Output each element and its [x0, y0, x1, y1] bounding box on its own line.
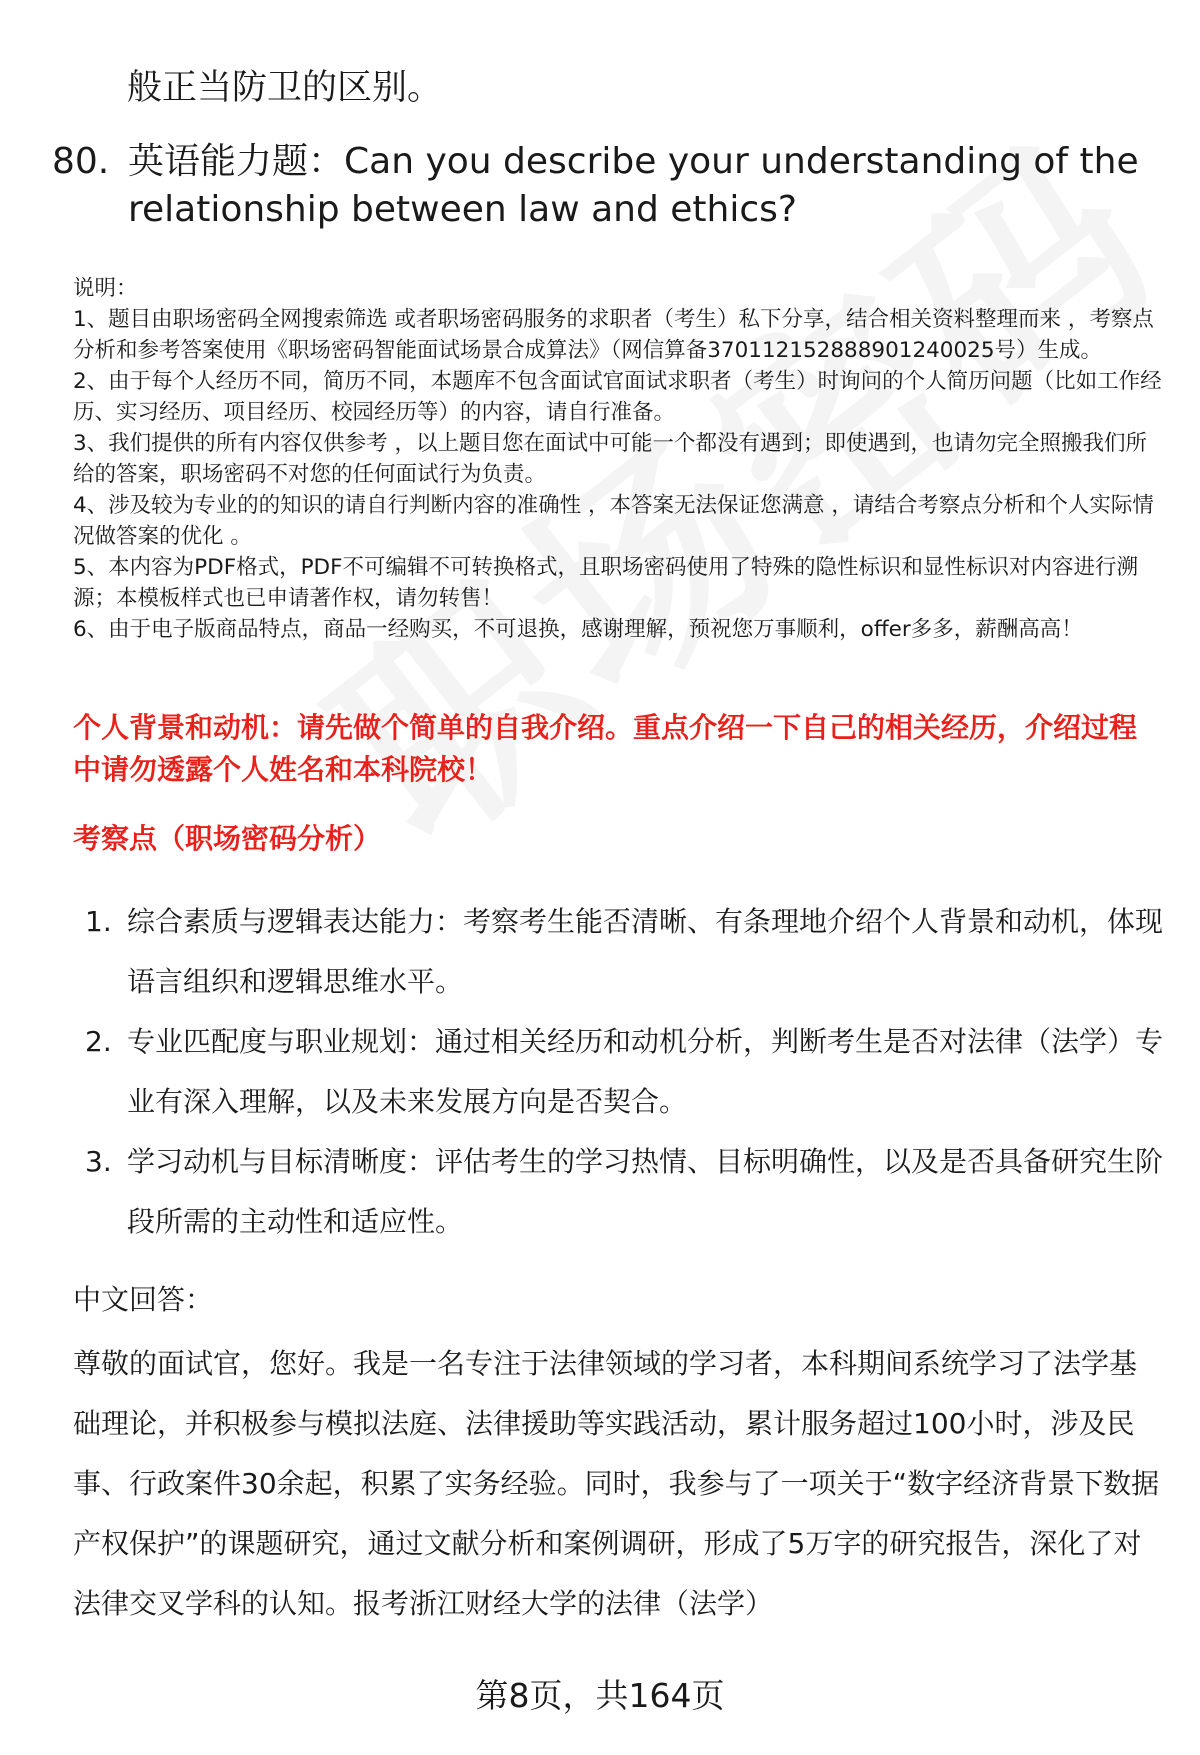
note-item: 1、题目由职场密码全网搜索筛选 或者职场密码服务的求职者（考生）私下分享，结合相关资料整理而来 ，考察点分析和参考答案使用《职场密码智能面试场景合成算法》（网信算备370112152888901240025号）生成。 — [73, 307, 1154, 363]
analysis-points — [73, 892, 1163, 1252]
note-item: 2、由于每个人经历不同，简历不同，本题库不包含面试官面试求职者（考生）时询问的个人简历问题（比如工作经历、实习经历、项目经历、校园经历等）的内容，请自行准备。 — [73, 369, 1162, 425]
disclaimer-notes — [73, 273, 1163, 645]
point-text: 学习动机与目标清晰度：评估考生的学习热情、目标明确性，以及是否具备研究生阶段所需的主动性和适应性。 — [127, 1145, 1164, 1238]
analysis-point — [73, 892, 1163, 1012]
note-item: 5、本内容为PDF格式，PDF不可编辑不可转换格式，且职场密码使用了特殊的隐性标识和显性标识对内容进行溯源；本模板样式也已申请著作权，请勿转售！ — [73, 555, 1138, 611]
note-item: 3、我们提供的所有内容仅供参考 ，以上题目您在面试中可能一个都没有遇到；即使遇到，也请勿完全照搬我们所给的答案，职场密码不对您的任何面试行为负责。 — [73, 431, 1148, 487]
notes-title: 说明： — [73, 276, 138, 301]
point-number: 2. — [85, 1025, 112, 1058]
page-footer: 第8页，共164页 — [475, 1676, 725, 1715]
question-text: 英语能力题：Can you describe your understanding of the relationship between law and ethics? — [128, 141, 1139, 230]
note-item: 4、涉及较为专业的的知识的请自行判断内容的准确性 ，本答案无法保证您满意 ，请结合考察点分析和个人实际情况做答案的优化 。 — [73, 493, 1154, 549]
point-text: 专业匹配度与职业规划：通过相关经历和动机分析，判断考生是否对法律（法学）专业有深入理解，以及未来发展方向是否契合。 — [127, 1025, 1164, 1118]
point-number: 3. — [85, 1145, 112, 1178]
note-item: 6、由于电子版商品特点，商品一经购买，不可退换，感谢理解，预祝您万事顺利，offer多多，薪酬高高！ — [73, 617, 1083, 642]
answer-body: 尊敬的面试官，您好。我是一名专注于法律领域的学习者，本科期间系统学习了法学基础理论，并积极参与模拟法庭、法律援助等实践活动，累计服务超过100小时，涉及民事、行政案件30余起，积累了实务经验。同时，我参与了一项关于“数字经济背景下数据产权保护”的课题研究，通过文献分析和案例调研，形成了5万字的研究报告，深化了对法律交叉学科的认知。报考浙江财经大学的法律（法学） — [73, 1347, 1160, 1620]
point-text: 综合素质与逻辑表达能力：考察考生能否清晰、有条理地介绍个人背景和动机，体现语言组织和逻辑思维水平。 — [127, 905, 1164, 998]
question-80 — [52, 138, 1162, 234]
section-heading: 个人背景和动机：请先做个简单的自我介绍。重点介绍一下自己的相关经历，介绍过程中请勿透露个人姓名和本科院校！ — [73, 711, 1138, 786]
analysis-point — [73, 1132, 1163, 1252]
answer-title: 中文回答： — [73, 1283, 214, 1316]
question-number: 80. — [52, 141, 110, 182]
analysis-point — [73, 1012, 1163, 1132]
analysis-heading: 考察点（职场密码分析） — [73, 822, 382, 855]
point-number: 1. — [85, 905, 112, 938]
previous-question-continuation: 般正当防卫的区别。 — [127, 68, 443, 108]
